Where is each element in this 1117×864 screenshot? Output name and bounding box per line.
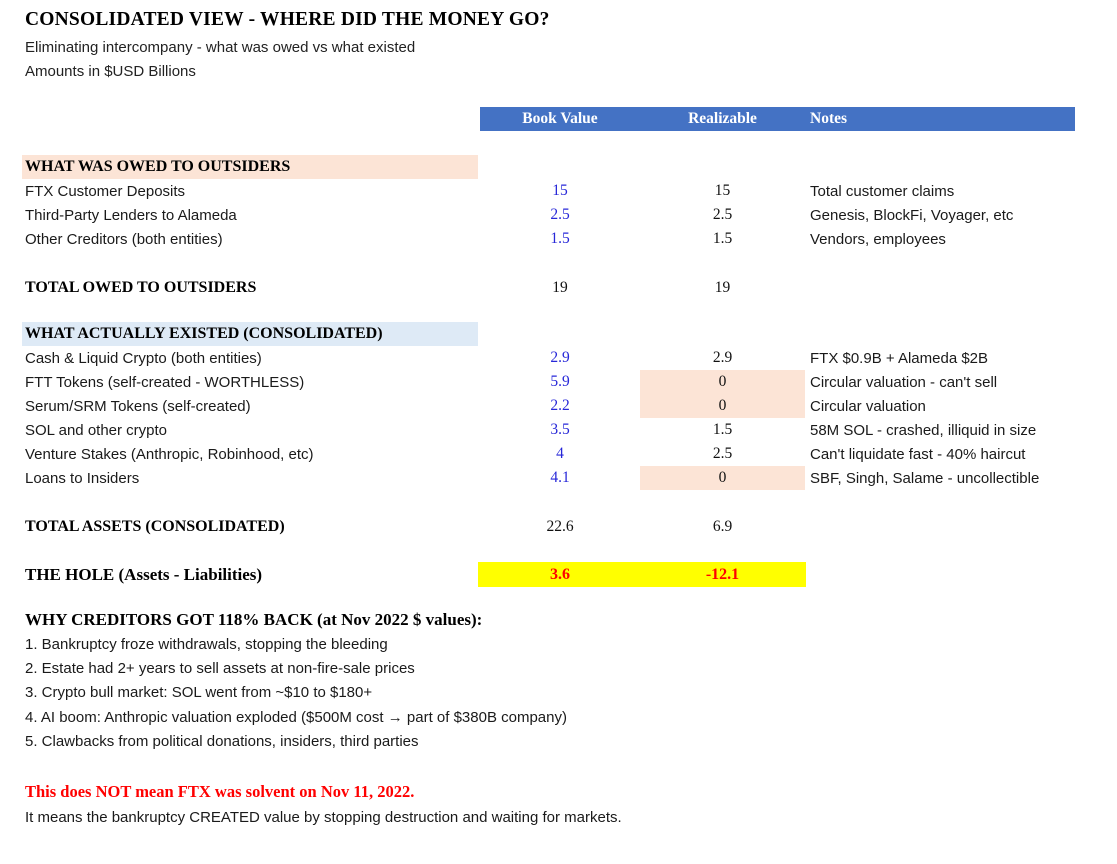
why-item-1: 1. Bankruptcy froze withdrawals, stopping the bleeding (25, 636, 388, 653)
total-assets-book-value: 22.6 (546, 518, 574, 535)
column-header-realizable: Realizable (688, 110, 757, 127)
realizable-cell: 2.5 (712, 445, 733, 462)
realizable-cell: 2.9 (712, 349, 733, 366)
total-assets-label: TOTAL ASSETS (CONSOLIDATED) (25, 518, 285, 535)
book-value-cell: 3.5 (550, 421, 570, 438)
table-row-ftx-deposits (0, 179, 1117, 203)
notes-cell: 58M SOL - crashed, illiquid in size (810, 421, 1037, 439)
total-assets-row (0, 515, 1117, 539)
section-header-owed: WHAT WAS OWED TO OUTSIDERS (22, 155, 478, 179)
row-label: FTT Tokens (self-created - WORTHLESS) (25, 373, 305, 391)
table-row-cash-liquid-crypto (0, 346, 1117, 370)
table-row-serum-tokens (0, 394, 1117, 418)
column-header-notes: Notes (810, 110, 848, 127)
notes-cell: Circular valuation (810, 397, 926, 415)
book-value-cell: 15 (552, 182, 568, 199)
book-value-cell: 1.5 (550, 230, 570, 247)
notes-cell: FTX $0.9B + Alameda $2B (810, 349, 989, 367)
realizable-cell: 1.5 (712, 230, 733, 247)
book-value-cell: 2.5 (550, 206, 570, 223)
notes-cell: Can't liquidate fast - 40% haircut (810, 445, 1026, 463)
subtitle-units: Amounts in $USD Billions (25, 63, 196, 80)
total-owed-row (0, 276, 1117, 300)
notes-cell: Total customer claims (810, 182, 955, 200)
total-owed-realizable: 19 (714, 279, 731, 296)
realizable-cell-highlighted: 0 (640, 370, 805, 394)
notes-cell: SBF, Singh, Salame - uncollectible (810, 469, 1040, 487)
column-header-book-value: Book Value (522, 110, 598, 127)
row-label: Loans to Insiders (25, 469, 140, 487)
why-item-5: 5. Clawbacks from political donations, insiders, third parties (25, 733, 419, 750)
why-section-heading: WHY CREDITORS GOT 118% BACK (at Nov 2022 $ values): (25, 610, 483, 629)
realizable-cell: 2.5 (712, 206, 733, 223)
table-row-other-creditors (0, 227, 1117, 251)
section-header-assets: WHAT ACTUALLY EXISTED (CONSOLIDATED) (22, 322, 478, 346)
row-label: Serum/SRM Tokens (self-created) (25, 397, 251, 415)
total-assets-realizable: 6.9 (712, 518, 733, 535)
realizable-cell-highlighted: 0 (640, 466, 805, 490)
row-label: FTX Customer Deposits (25, 182, 186, 200)
hole-row (0, 562, 1117, 587)
book-value-cell: 4.1 (550, 469, 570, 486)
realizable-cell: 15 (714, 182, 731, 199)
hole-realizable: -12.1 (705, 565, 740, 583)
total-owed-label: TOTAL OWED TO OUTSIDERS (25, 279, 257, 296)
notes-cell: Circular valuation - can't sell (810, 373, 998, 391)
book-value-cell: 5.9 (550, 373, 570, 390)
notes-cell: Vendors, employees (810, 230, 946, 248)
total-owed-book-value: 19 (552, 279, 568, 296)
realizable-cell: 1.5 (712, 421, 733, 438)
realizable-cell-highlighted: 0 (640, 394, 805, 418)
subtitle-intercompany: Eliminating intercompany - what was owed vs what existed (25, 39, 416, 56)
table-row-ftt-tokens (0, 370, 1117, 394)
table-row-third-party-lenders (0, 203, 1117, 227)
table-header-row (480, 107, 1075, 131)
table-row-venture-stakes (0, 442, 1117, 466)
why-item-3: 3. Crypto bull market: SOL went from ~$10 to $180+ (25, 684, 373, 701)
page-title: CONSOLIDATED VIEW - WHERE DID THE MONEY GO? (25, 9, 550, 30)
book-value-cell: 4 (556, 445, 564, 462)
row-label: Venture Stakes (Anthropic, Robinhood, etc) (25, 445, 314, 463)
hole-book-value: 3.6 (550, 565, 570, 583)
solvency-warning: This does NOT mean FTX was solvent on Nov 11, 2022. (25, 782, 415, 801)
notes-cell: Genesis, BlockFi, Voyager, etc (810, 206, 1014, 224)
book-value-cell: 2.2 (550, 397, 570, 414)
row-label: SOL and other crypto (25, 421, 168, 439)
row-label: Third-Party Lenders to Alameda (25, 206, 237, 224)
book-value-cell: 2.9 (550, 349, 570, 366)
bankruptcy-explanation: It means the bankruptcy CREATED value by stopping destruction and waiting for markets. (25, 809, 622, 826)
hole-label: THE HOLE (Assets - Liabilities) (25, 564, 263, 584)
row-label: Other Creditors (both entities) (25, 230, 223, 248)
table-row-sol-other-crypto (0, 418, 1117, 442)
table-row-loans-to-insiders (0, 466, 1117, 490)
row-label: Cash & Liquid Crypto (both entities) (25, 349, 262, 367)
why-item-2: 2. Estate had 2+ years to sell assets at non-fire-sale prices (25, 660, 415, 677)
why-item-4: 4. AI boom: Anthropic valuation exploded ($500M cost → part of $380B company) (25, 709, 567, 726)
